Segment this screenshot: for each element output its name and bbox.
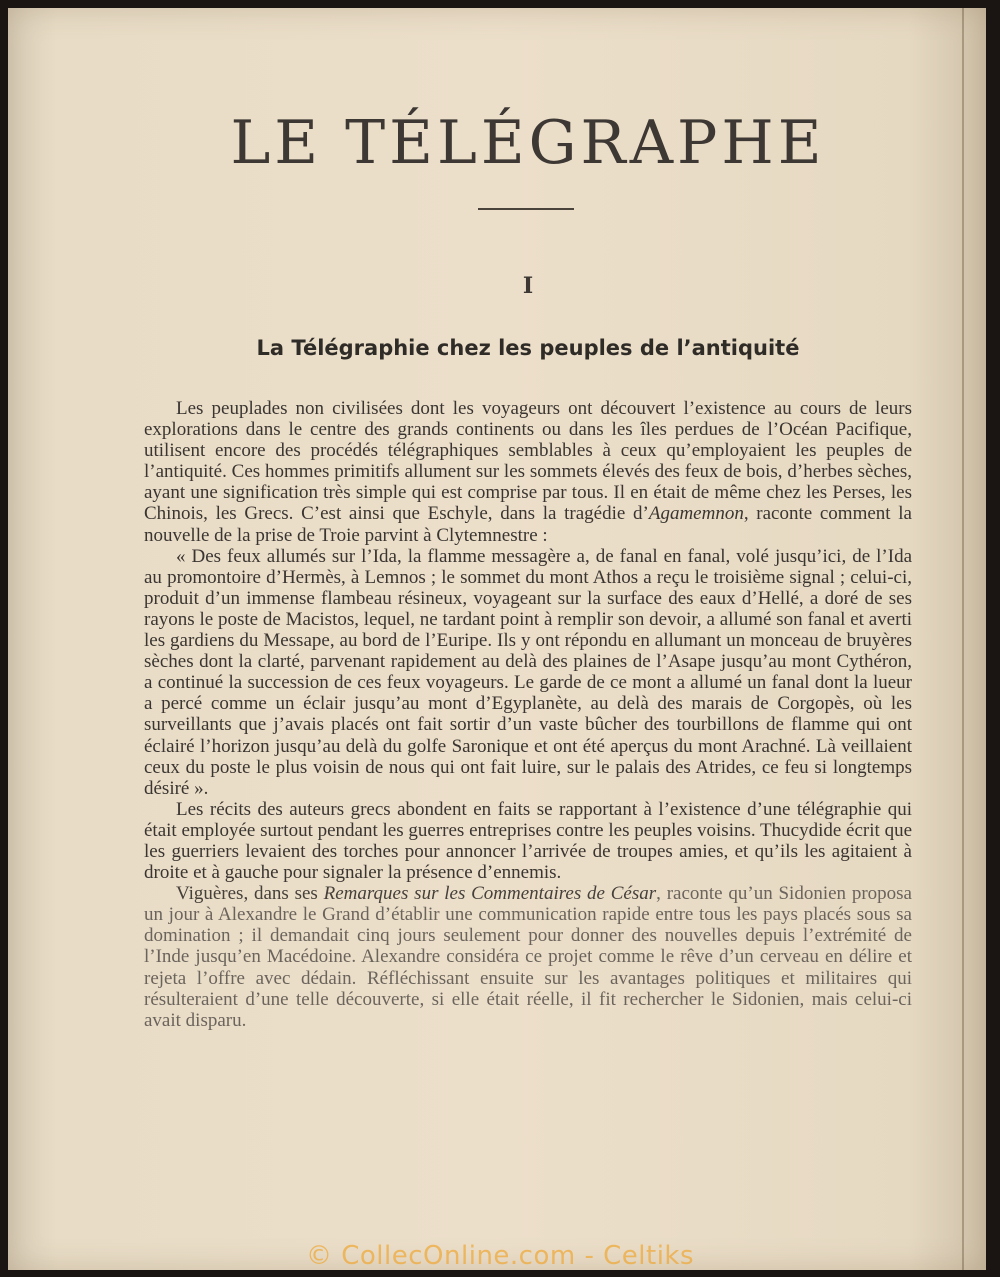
book-page — [8, 8, 986, 1270]
emphasis-title: Remarques sur les Commentaires de César — [323, 883, 657, 905]
section-number: I — [522, 273, 534, 299]
page-title: LE TÉLÉGRAPHE — [230, 108, 826, 178]
emphasis-title: Agamemnon — [648, 503, 744, 525]
paragraph-text: Les peuplades non civilisées dont les voyageurs ont découvert l’existence au cours de leurs explorations dans le centre des grands continents ou dans les îles perdues de l’Océan Pacifique, utilisent encore des procédés télégraphiques semblables à ceux qu’employaient les peuples de l’antiquité. Ces hommes primitifs allument sur les sommets élevés des feux de bois, d’herbes sèches, ayant une signification très simple qui est comprise par tous. Il en était de même chez les Perses, les Chinois, les Grecs. C’est ainsi que Eschyle, dans la tragédie d’ — [144, 398, 912, 525]
paragraph-text: Les récits des auteurs grecs abondent en faits se rapportant à l’existence d’une télégraphie qui était employée surtout pendant les guerres entreprises contre les peuples voisins. Thucydide écrit que les guerriers levaient des torches pour annoncer l’arrivée de troupes amies, et qu’ils les agitaient à droite et à gauche pour signaler la présence d’ennemis. — [144, 798, 912, 884]
watermark: © CollecOnline.com - Celtiks — [305, 1241, 695, 1270]
paragraph-greek-authors — [144, 799, 912, 883]
paragraph-quotation — [144, 546, 912, 799]
paragraph-text: , raconte qu’un Sidonien proposa un jour à Alexandre le Grand d’établir une communication rapide entre tous les pays placés sous sa domination ; il demandait cinq jours seulement pour donner des nouvelles depuis l’extrémité de l’Inde jusqu’en Macédoine. Alexandre considéra ce projet comme le rêve d’un cerveau en délire et rejeta l’offre avec dédain. Réfléchissant ensuite sur les avantages politiques et militaires qui résulteraient d’une telle découverte, si elle était réelle, il fit rechercher le Sidonien, mais celui-ci avait disparu. — [144, 883, 912, 1031]
title-divider — [478, 208, 574, 210]
chapter-title: La Télégraphie chez les peuples de l’antiquité — [256, 336, 800, 360]
paragraph-sidonien — [144, 883, 912, 1031]
paragraph-intro — [144, 398, 912, 546]
paragraph-text: « Des feux allumés sur l’Ida, la flamme messagère a, de fanal en fanal, volé jusqu’ici, de l’Ida au promontoire d’Hermès, à Lemnos ; le sommet du mont Athos a reçu le troisième signal ; celui-ci, produit d’un immense flambeau résineux, voyageant sur la surface des eaux d’Hellé, a doré de ses rayons le poste de Macistos, lequel, ne tardant point à remplir son devoir, a allumé son fanal et averti les gardiens du Messape, au bord de l’Euripe. Ils y ont répondu en allumant un monceau de bruyères sèches dont la clarté, parvenant rapidement au delà des plaines de l’Asape jusqu’au mont Cythéron, a continué la succession de ces feux voyageurs. Le garde de ce mont a allumé un fanal dont la lueur a percé comme un éclair jusqu’au mont d’Egyplanète, au delà des marais de Corgopès, où les surveillants que j’avais placés ont fait sortir d’un vaste bûcher des tourbillons de flamme qui ont éclairé l’horizon jusqu’au delà du golfe Saronique et ont été aperçus du mont Arachné. Là veillaient ceux du poste le plus voisin de nous qui ont fait luire, sur le palais des Atrides, ce feu si longtemps désiré ». — [144, 545, 912, 799]
paragraph-text: Viguères, dans ses — [176, 883, 324, 905]
page-fold-line — [962, 8, 964, 1270]
body-text — [144, 398, 912, 1031]
paragraph-text: , raconte comment la nouvelle de la prise de Troie parvint à Clytemnestre : — [144, 503, 912, 546]
